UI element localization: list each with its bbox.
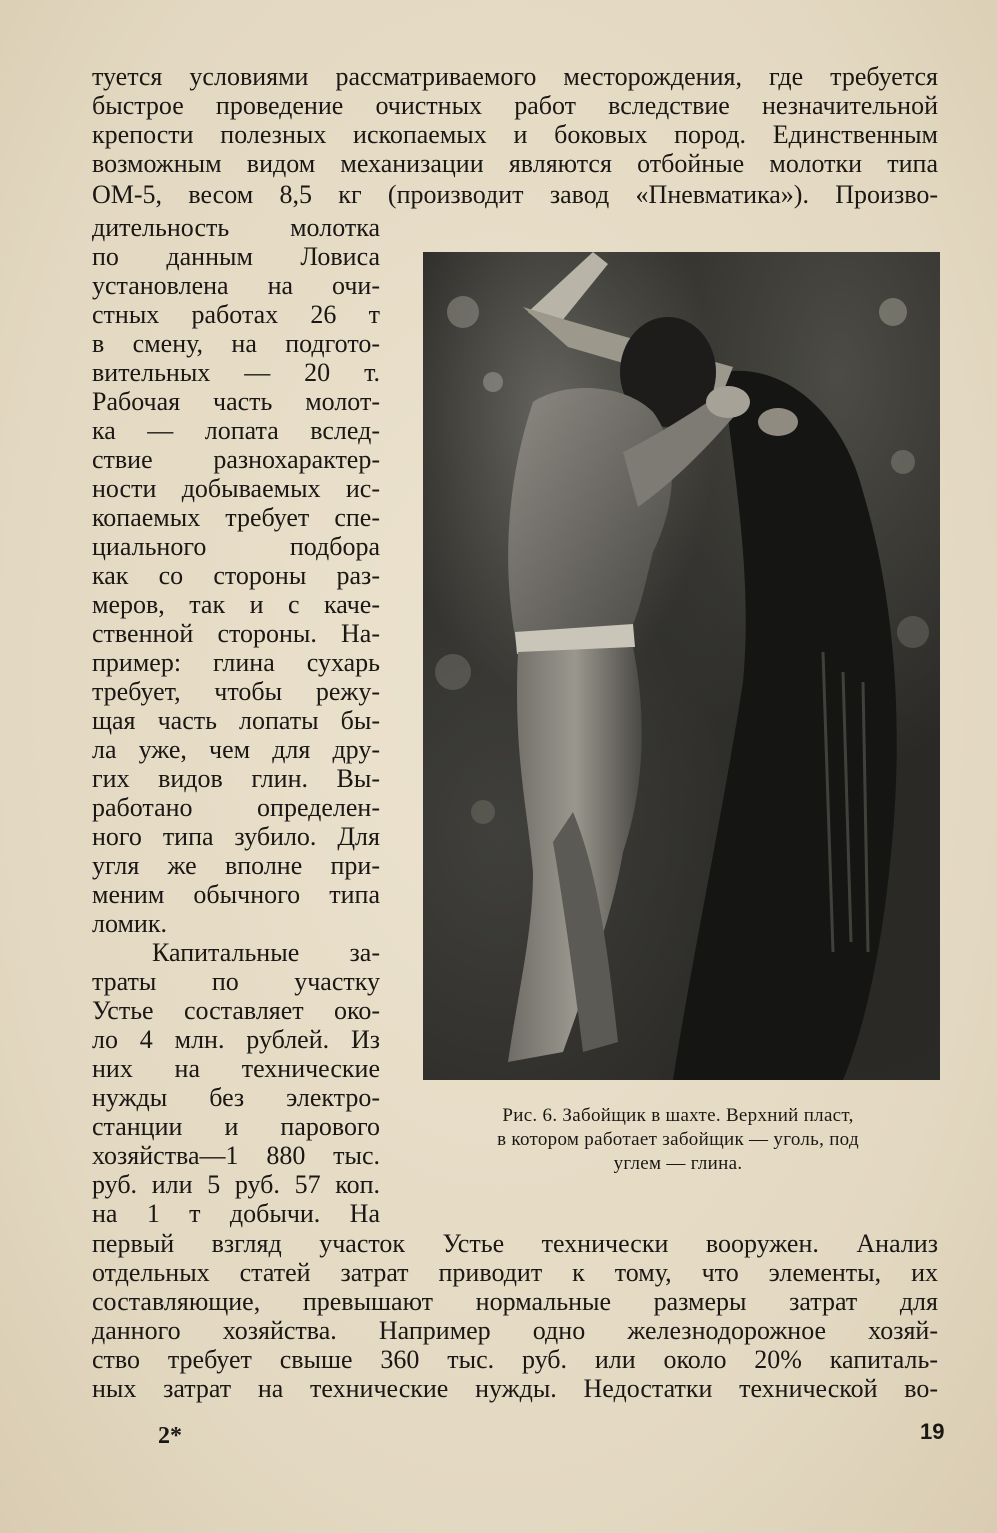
text-line: составляющие, превышают нормальные размеры затрат для: [92, 1287, 938, 1316]
miner-figure-illustration: [423, 252, 940, 1080]
text-line: ломик.: [92, 909, 167, 938]
text-line: отдельных статей затрат приводит к тому, что элементы, их: [92, 1258, 938, 1287]
caption-line: углем — глина.: [613, 1153, 743, 1174]
text-line: Рабочая часть молот-: [92, 387, 380, 416]
text-line: как со стороны раз-: [92, 561, 380, 590]
text-line: ствие разнохарактер-: [92, 445, 380, 474]
text-line: Устье составляет око-: [92, 996, 380, 1025]
text-line: нужды без электро-: [92, 1083, 380, 1112]
text-line: стных работах 26 т: [92, 300, 380, 329]
miner-photograph: [423, 252, 940, 1080]
text-line: ности добываемых ис-: [92, 474, 380, 503]
text-line: них на технические: [92, 1054, 380, 1083]
caption-line: в котором работает забойщик — уголь, под: [497, 1129, 859, 1150]
text-line: ство требует свыше 360 тыс. руб. или около 20% капиталь-: [92, 1345, 938, 1374]
text-line: возможным видом механизации являются отбойные молотки типа: [92, 149, 938, 178]
text-line: меним обычного типа: [92, 880, 380, 909]
text-line: Капитальные за-: [152, 938, 380, 967]
text-line: меров, так и с каче-: [92, 590, 380, 619]
text-line: станции и парового: [92, 1112, 380, 1141]
text-line: на 1 т добычи. На: [92, 1199, 380, 1228]
text-line: ного типа зубило. Для: [92, 822, 380, 851]
text-line: дительность молотка: [92, 213, 380, 242]
text-line: угля же вполне при-: [92, 851, 380, 880]
text-line: в смену, на подгото-: [92, 329, 380, 358]
caption-line: Рис. 6. Забойщик в шахте. Верхний пласт,: [502, 1105, 854, 1126]
text-line: установлена на очи-: [92, 271, 380, 300]
text-line: крепости полезных ископаемых и боковых пород. Единственным: [92, 120, 938, 149]
text-line: быстрое проведение очистных работ вследствие незначительной: [92, 91, 938, 120]
text-line: туется условиями рассматриваемого месторождения, где требуется: [92, 62, 938, 91]
text-line: ных затрат на технические нужды. Недостатки технической во-: [92, 1374, 938, 1403]
text-line: ОМ-5, весом 8,5 кг (производит завод «Пневматика»). Произво-: [92, 180, 938, 209]
text-line: работано определен-: [92, 793, 380, 822]
text-line: вительных — 20 т.: [92, 358, 380, 387]
text-line: ственной стороны. На-: [92, 619, 380, 648]
text-line: требует, чтобы режу-: [92, 677, 380, 706]
text-line: ло 4 млн. рублей. Из: [92, 1025, 380, 1054]
figure-caption: [412, 1104, 944, 1176]
text-line: ка — лопата вслед-: [92, 416, 380, 445]
text-line: хозяйства—1 880 тыс.: [92, 1141, 380, 1170]
text-line: гих видов глин. Вы-: [92, 764, 380, 793]
text-line: копаемых требует спе-: [92, 503, 380, 532]
text-line: руб. или 5 руб. 57 коп.: [92, 1170, 380, 1199]
text-line: пример: глина сухарь: [92, 648, 380, 677]
text-line: циального подбора: [92, 532, 380, 561]
text-line: щая часть лопаты бы-: [92, 706, 380, 735]
page-number: 19: [920, 1419, 945, 1444]
text-line: ла уже, чем для дру-: [92, 735, 380, 764]
text-line: по данным Ловиса: [92, 242, 380, 271]
text-line: данного хозяйства. Например одно железнодорожное хозяй-: [92, 1316, 938, 1345]
signature-mark: 2*: [158, 1423, 182, 1449]
text-line: первый взгляд участок Устье технически вооружен. Анализ: [92, 1229, 938, 1258]
text-line: траты по участку: [92, 967, 380, 996]
